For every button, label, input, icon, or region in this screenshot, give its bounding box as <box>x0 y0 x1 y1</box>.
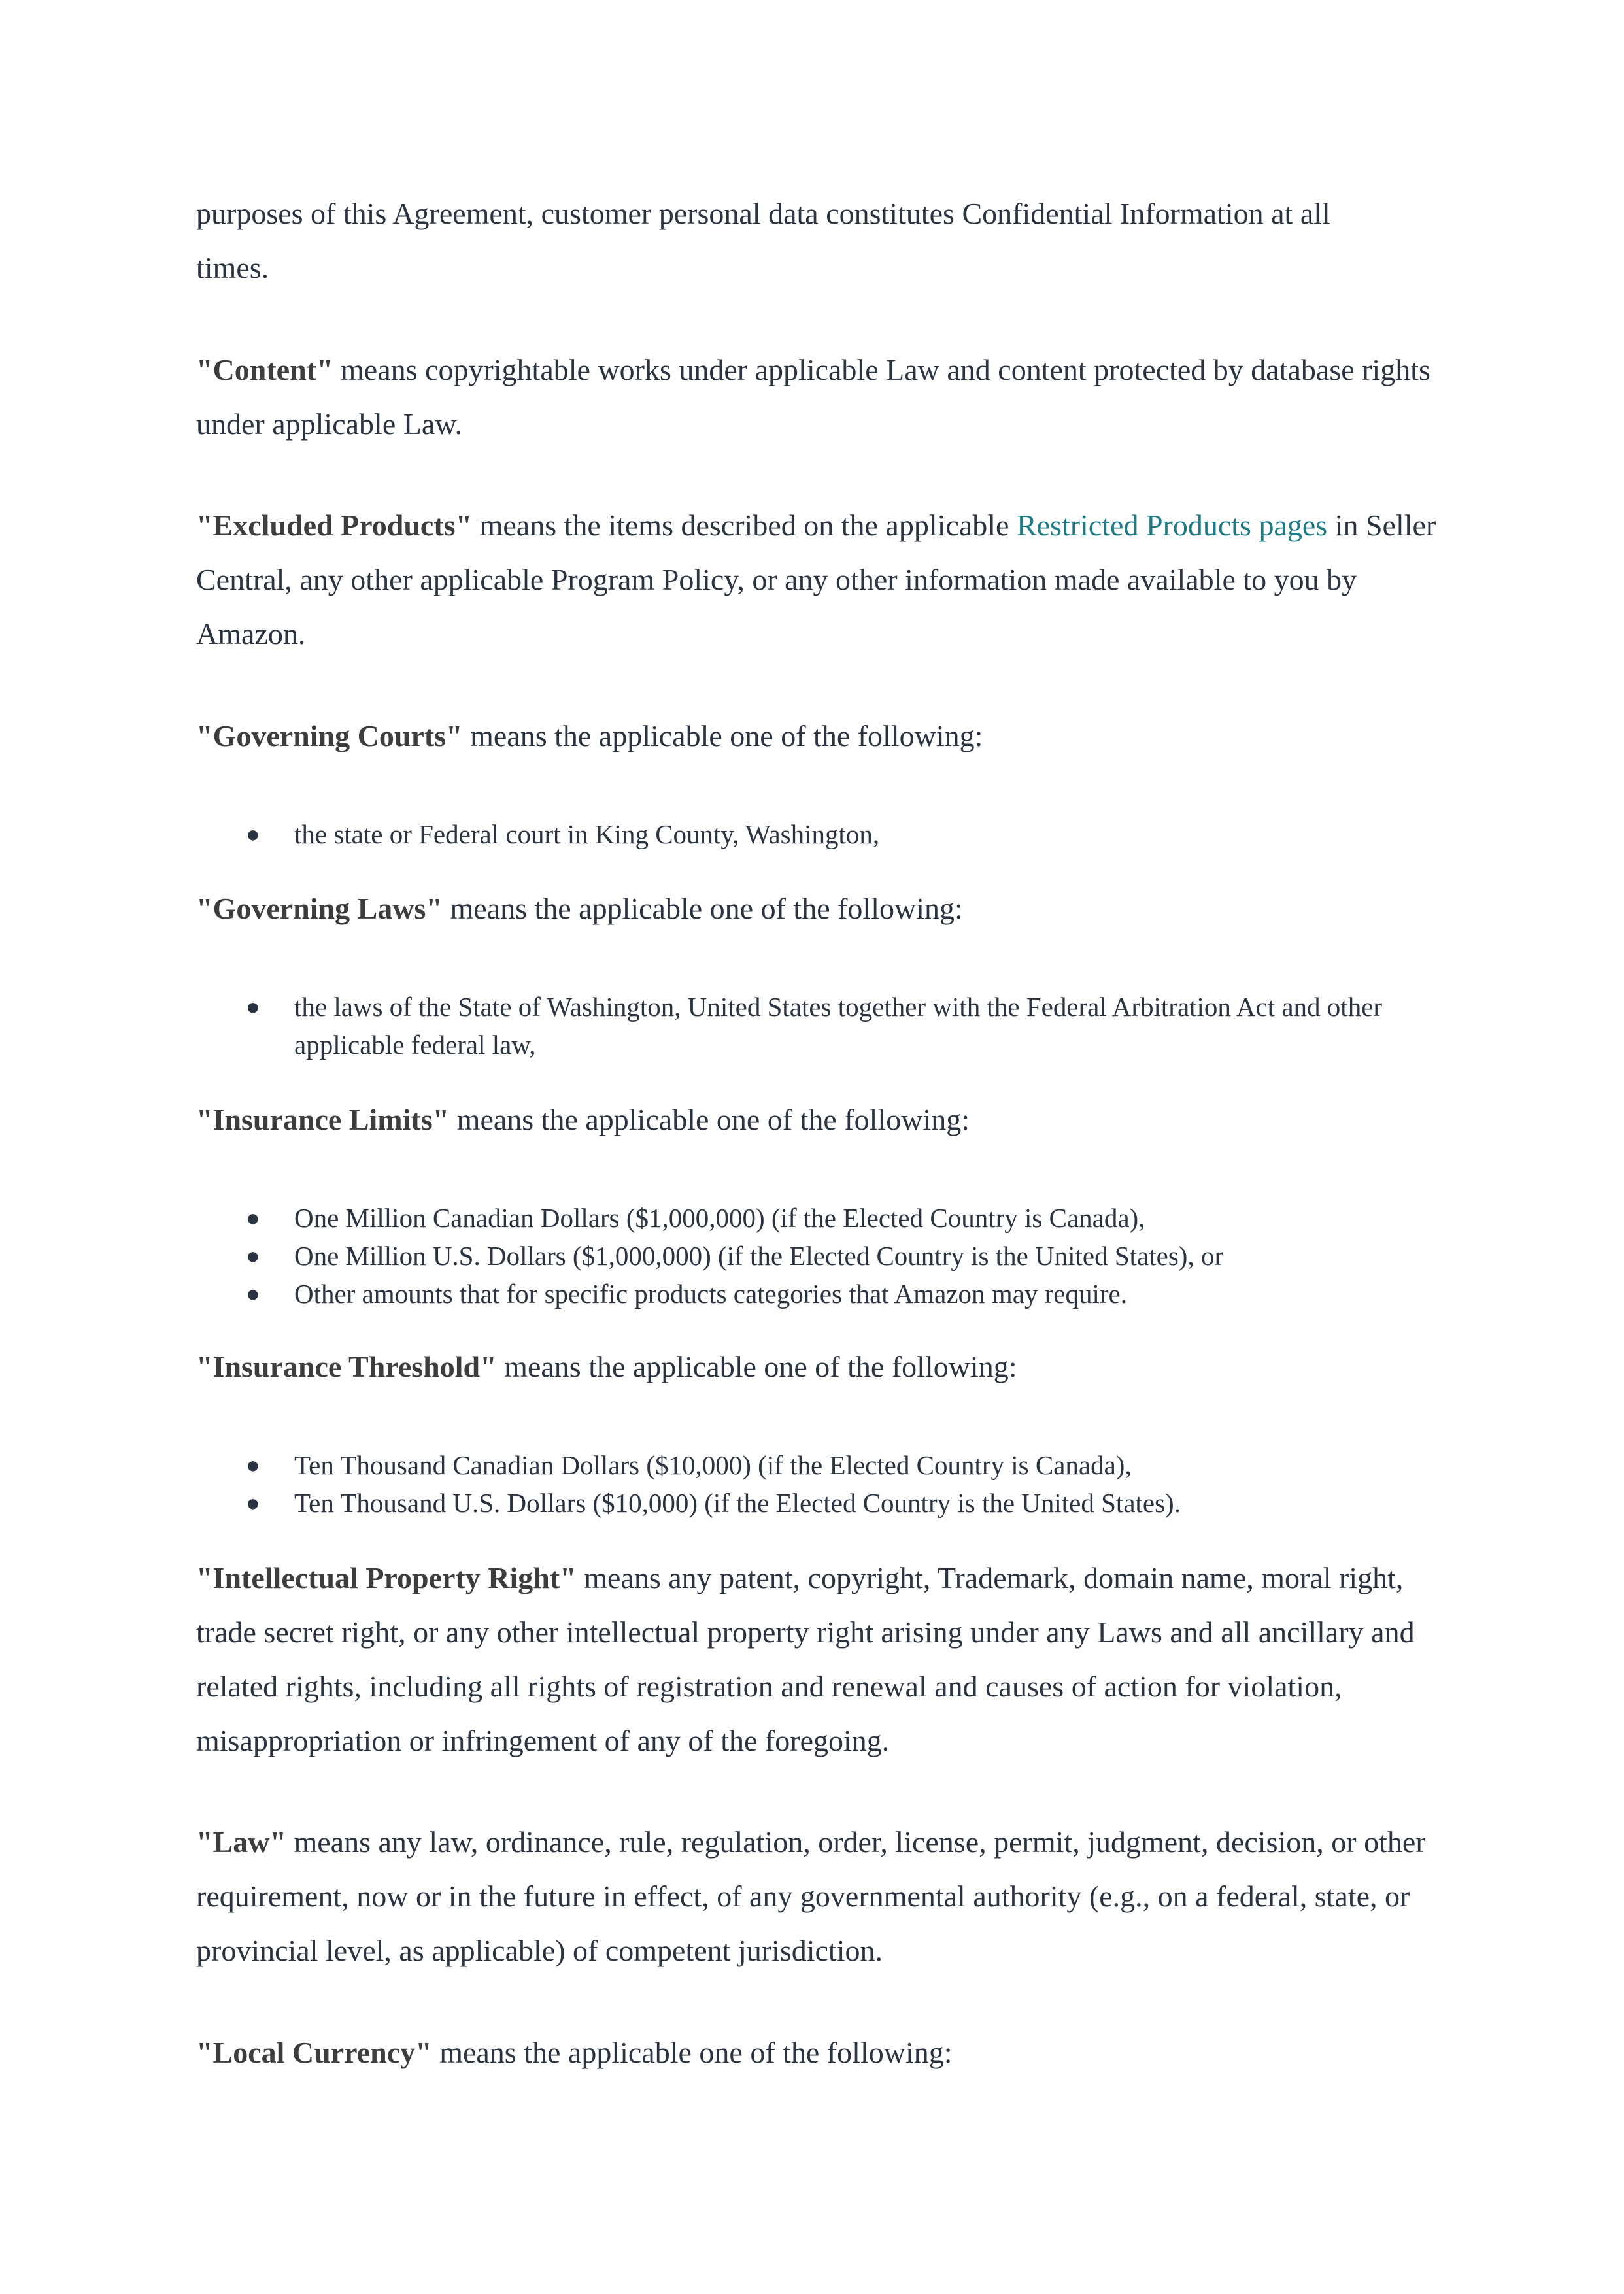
term-governing-courts: "Governing Courts" <box>196 719 463 752</box>
definition-local-currency <box>196 2025 1438 2080</box>
term-governing-laws: "Governing Laws" <box>196 892 443 925</box>
list-item: ● One Million Canadian Dollars ($1,000,000) (if the Elected Country is Canada), <box>196 1199 1438 1237</box>
definition-ip-text: means any patent, copyright, Trademark, domain name, moral right, trade secret right, or any other intellectual property right arising under any Laws and all ancillary and related rights, including all rights of registration and renewal and causes of action for violation, misappropriation or infringement of any of the foregoing. <box>196 1561 1415 1757</box>
definition-insurance-threshold-text: means the applicable one of the following: <box>496 1350 1017 1383</box>
definition-excluded-products <box>196 498 1438 661</box>
definition-excluded-text-before: means the items described on the applicable <box>472 509 1017 542</box>
insurance-threshold-list <box>196 1446 1438 1522</box>
term-insurance-threshold: "Insurance Threshold" <box>196 1350 497 1383</box>
definition-courts-text: means the applicable one of the following: <box>462 719 983 752</box>
definition-insurance-limits <box>196 1092 1438 1147</box>
definition-local-currency-text: means the applicable one of the following: <box>431 2036 953 2069</box>
list-item: ● Ten Thousand Canadian Dollars ($10,000) (if the Elected Country is Canada), <box>196 1446 1438 1484</box>
definition-content-text: means copyrightable works under applicable Law and content protected by database rights under applicable Law. <box>196 353 1430 441</box>
list-item: ● the laws of the State of Washington, United States together with the Federal Arbitration Act and other applicable federal law, <box>196 988 1438 1064</box>
term-excluded-products: "Excluded Products" <box>196 509 473 542</box>
definition-law <box>196 1815 1438 1978</box>
term-intellectual-property-right: "Intellectual Property Right" <box>196 1561 577 1594</box>
definition-governing-courts <box>196 709 1438 763</box>
definition-insurance-threshold <box>196 1340 1438 1394</box>
definition-content <box>196 343 1438 451</box>
insurance-limits-list <box>196 1199 1438 1313</box>
term-content: "Content" <box>196 353 333 386</box>
bullet-icon: ● <box>246 1281 260 1307</box>
bullet-icon: ● <box>246 1490 260 1516</box>
restricted-products-link[interactable]: Restricted Products pages <box>1016 509 1328 542</box>
definition-governing-laws <box>196 881 1438 936</box>
bullet-icon: ● <box>246 1205 260 1231</box>
bullet-icon: ● <box>246 1243 260 1269</box>
list-item: ● One Million U.S. Dollars ($1,000,000) (if the Elected Country is the United States), or <box>196 1237 1438 1275</box>
governing-courts-list <box>196 815 1438 853</box>
definition-laws-text: means the applicable one of the following: <box>442 892 963 925</box>
definition-insurance-limits-text: means the applicable one of the following: <box>449 1103 970 1136</box>
list-item: ● the state or Federal court in King County, Washington, <box>196 815 1438 853</box>
bullet-icon: ● <box>246 994 260 1020</box>
governing-laws-list <box>196 988 1438 1064</box>
intro-line-1: purposes of this Agreement, customer personal data constitutes Confidential Information at all <box>196 197 1330 230</box>
definition-intellectual-property-right <box>196 1551 1438 1768</box>
term-law: "Law" <box>196 1825 286 1859</box>
intro-paragraph <box>196 186 1438 295</box>
bullet-icon: ● <box>246 1452 260 1478</box>
definition-law-text: means any law, ordinance, rule, regulation, order, license, permit, judgment, decision, or other requirement, now or in the future in effect, of any governmental authority (e.g., on a federal, state, or provincial level, as applicable) of competent jurisdiction. <box>196 1825 1426 1967</box>
term-local-currency: "Local Currency" <box>196 2036 432 2069</box>
bullet-icon: ● <box>246 821 260 847</box>
term-insurance-limits: "Insurance Limits" <box>196 1103 450 1136</box>
list-item: ● Other amounts that for specific products categories that Amazon may require. <box>196 1275 1438 1313</box>
list-item: ● Ten Thousand U.S. Dollars ($10,000) (if the Elected Country is the United States). <box>196 1484 1438 1522</box>
definition-excluded-text-after: in Seller Central, any other applicable Program Policy, or any other information made available to you by Amazon. <box>196 509 1436 650</box>
intro-line-2: times. <box>196 251 269 284</box>
